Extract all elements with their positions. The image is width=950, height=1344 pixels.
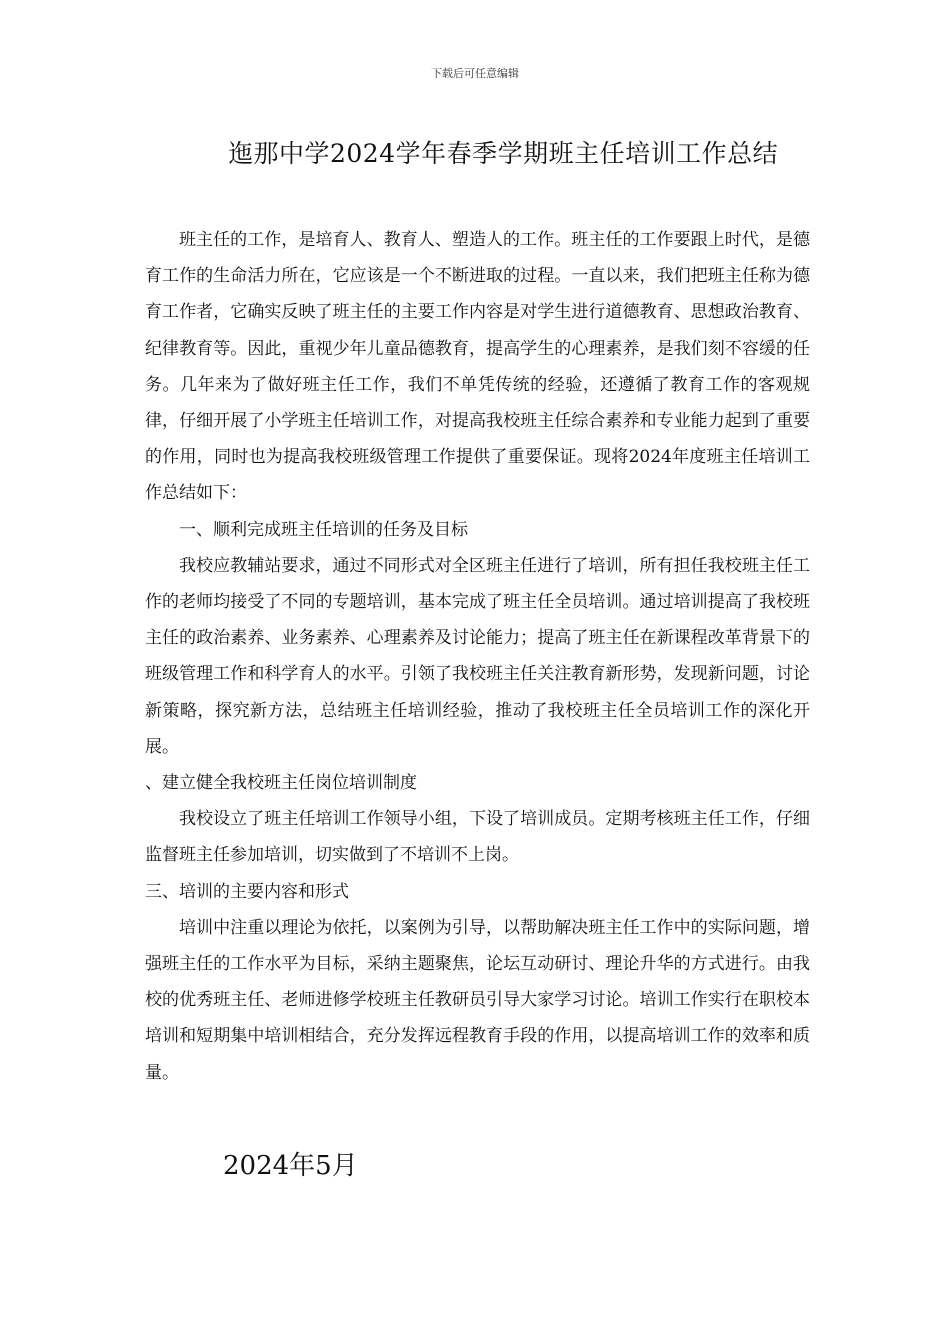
section-1-paragraph: 我校应教辅站要求，通过不同形式对全区班主任进行了培训，所有担任我校班主任工作的老师均接受了不同的专题培训，基本完成了班主任全员培训。通过培训提高了我校班主任的政治素养、业务素养、心理素养及讨论能力；提高了班主任在新课程改革背景下的班级管理工作和科学育人的水平。引领了我校班主任关注教育新形势，发现新问题，讨论新策略，探究新方法，总结班主任培训经验，推动了我校班主任全员培训工作的深化开展。: [145, 555, 810, 757]
document-title: 迤那中学2024学年春季学期班主任培训工作总结: [228, 139, 779, 168]
section-heading-1: 一、顺利完成班主任培训的任务及目标: [179, 519, 468, 540]
document-body: [145, 222, 810, 1091]
document-date: 2024年5月: [223, 1151, 358, 1181]
section-2-paragraph: 我校设立了班主任培训工作领导小组，下设了培训成员。定期考核班主任工作，仔细监督班主任参加培训，切实做到了不培训不上岗。: [145, 809, 810, 866]
section-heading-3: 三、培训的主要内容和形式: [145, 881, 349, 902]
intro-paragraph: 班主任的工作，是培育人、教育人、塑造人的工作。班主任的工作要跟上时代，是德育工作的生命活力所在，它应该是一个不断进取的过程。一直以来，我们把班主任称为德育工作者，它确实反映了班主任的主要工作内容是对学生进行道德教育、思想政治教育、纪律教育等。因此，重视少年儿童品德教育，提高学生的心理素养，是我们刻不容缓的任务。几年来为了做好班主任工作，我们不单凭传统的经验，还遵循了教育工作的客观规律，仔细开展了小学班主任培训工作，对提高我校班主任综合素养和专业能力起到了重要的作用，同时也为提高我校班级管理工作提供了重要保证。现将2024年度班主任培训工作总结如下：: [145, 230, 810, 504]
section-heading-2: 、建立健全我校班主任岗位培训制度: [145, 773, 417, 794]
section-3-paragraph: 培训中注重以理论为依托，以案例为引导，以帮助解决班主任工作中的实际问题，增强班主任的工作水平为目标，采纳主题聚焦，论坛互动研讨、理论升华的方式进行。由我校的优秀班主任、老师进修学校班主任教研员引导大家学习讨论。培训工作实行在职校本培训和短期集中培训相结合，充分发挥远程教育手段的作用，以提高培训工作的效率和质量。: [145, 917, 810, 1083]
header-note: 下载后可任意编辑: [431, 67, 519, 80]
